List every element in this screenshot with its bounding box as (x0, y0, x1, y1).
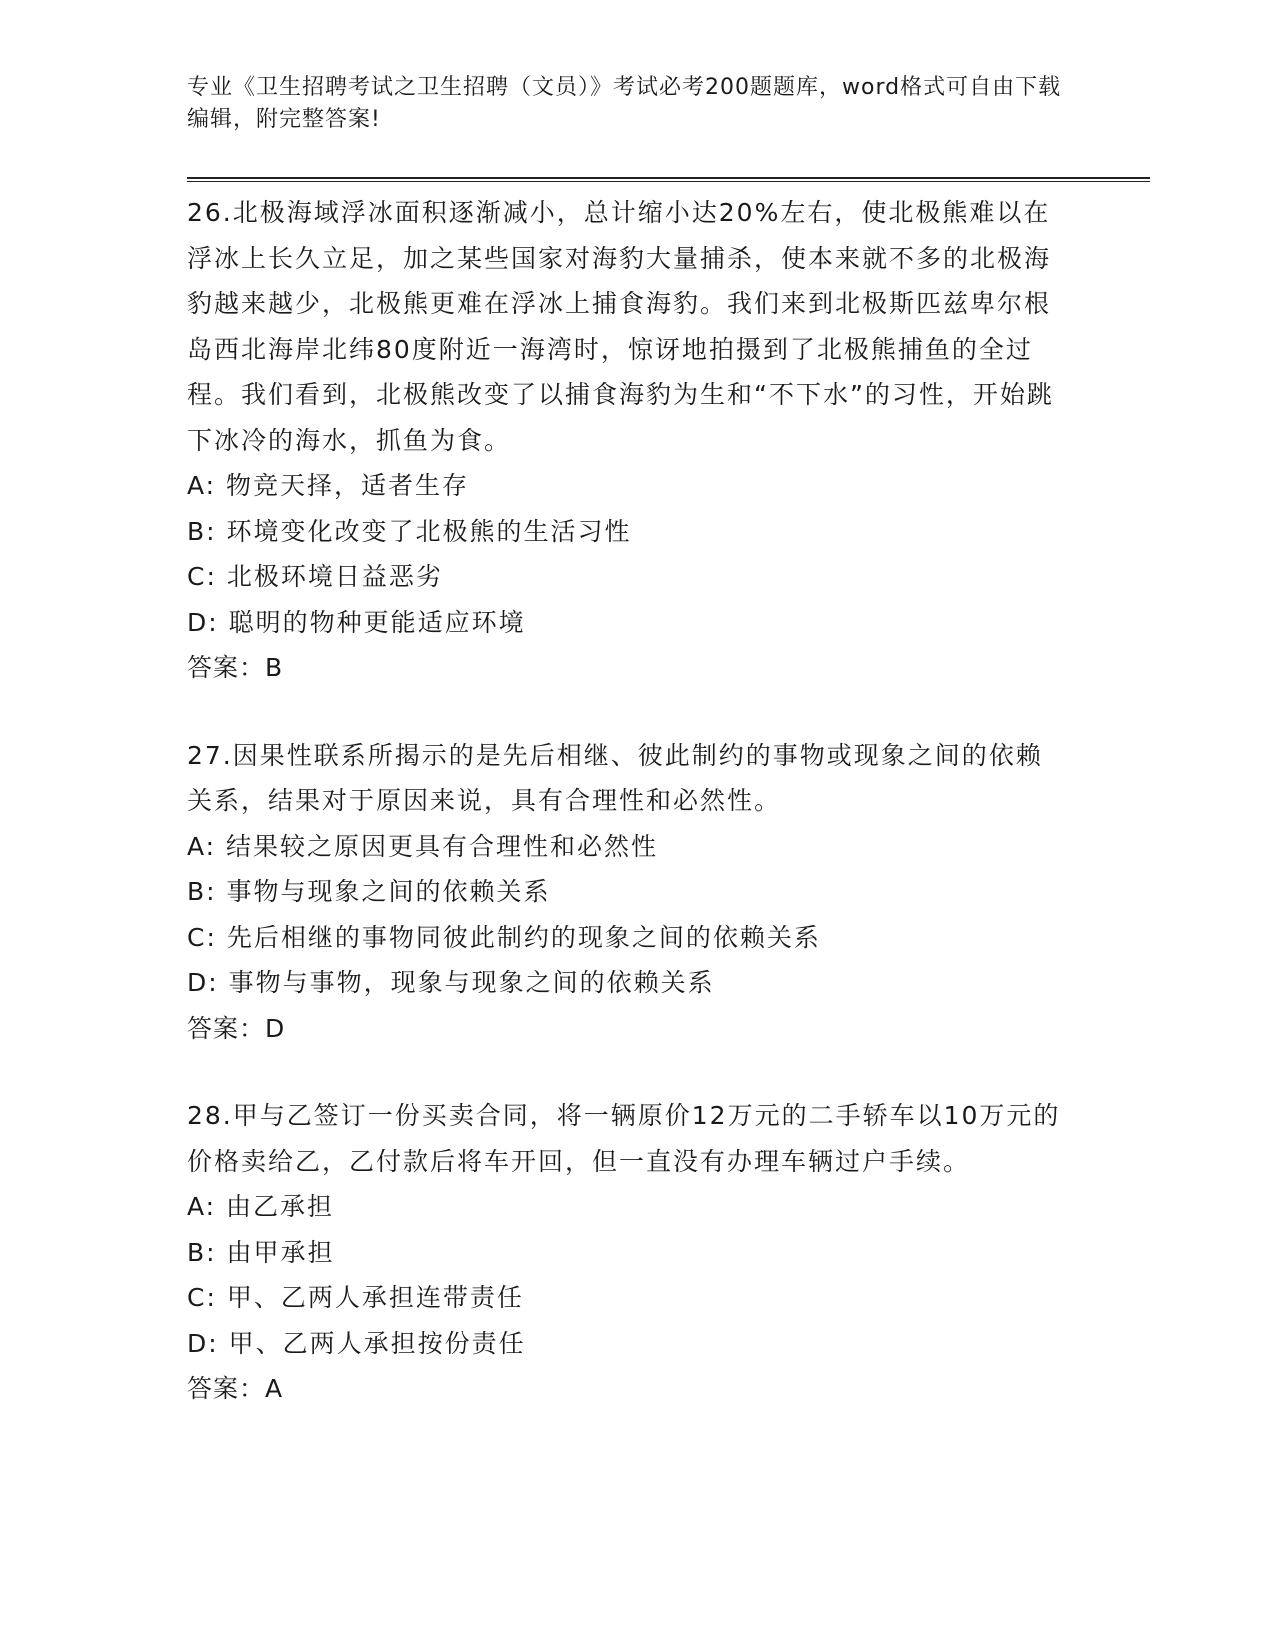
option-a: A: 物竞天择，适者生存 (187, 471, 470, 500)
option-d: D: 事物与事物，现象与现象之间的依赖关系 (187, 968, 715, 997)
option-a: A: 结果较之原因更具有合理性和必然性 (187, 831, 659, 861)
option-d: D: 聪明的物种更能适应环境 (187, 607, 526, 637)
answer-label: 答案：B (187, 653, 284, 682)
option-b: B: 由甲承担 (187, 1237, 335, 1267)
question-stem: 28.甲与乙签订一份买卖合同，将一辆原价12万元的二手轿车以10万元的价格卖给乙，乙付款后将车开回，但一直没有办理车辆过户手续。 (187, 1101, 1061, 1176)
option-b: B: 事物与现象之间的依赖关系 (187, 877, 551, 906)
question-27 (187, 733, 1067, 1052)
option-b: B: 环境变化改变了北极熊的生活习性 (187, 516, 632, 546)
document-header: 专业《卫生招聘考试之卫生招聘（文员）》考试必考200题题库，word格式可自由下载编辑，附完整答案! (187, 75, 1062, 132)
header-divider-thick (187, 177, 1150, 179)
question-stem: 26.北极海域浮冰面积逐渐减小，总计缩小达20%左右，使北极熊难以在浮冰上长久立足，加之某些国家对海豹大量捕杀，使本来就不多的北极海豹越来越少，北极熊更难在浮冰上捕食海豹。我们来到北极斯匹兹卑尔根岛西北海岸北纬80度附近一海湾时，惊讶地拍摄到了北极熊捕鱼的全过程。我们看到，北极熊改变了以捕食海豹为生和“不下水”的习性，开始跳下冰冷的海水，抓鱼为食。 (187, 198, 1054, 455)
question-26 (187, 190, 1067, 691)
option-d: D: 甲、乙两人承担按份责任 (187, 1328, 526, 1358)
option-c: C: 先后相继的事物同彼此制约的现象之间的依赖关系 (187, 922, 821, 952)
answer-label: 答案：D (187, 1013, 286, 1043)
option-c: C: 甲、乙两人承担连带责任 (187, 1283, 524, 1312)
question-list (187, 190, 1067, 1454)
option-a: A: 由乙承担 (187, 1192, 335, 1221)
answer-label: 答案：A (187, 1374, 284, 1403)
header-divider-thin (187, 181, 1150, 182)
option-c: C: 北极环境日益恶劣 (187, 562, 443, 591)
question-stem: 27.因果性联系所揭示的是先后相继、彼此制约的事物或现象之间的依赖关系，结果对于原因来说，具有合理性和必然性。 (187, 740, 1043, 815)
question-28 (187, 1093, 1067, 1412)
